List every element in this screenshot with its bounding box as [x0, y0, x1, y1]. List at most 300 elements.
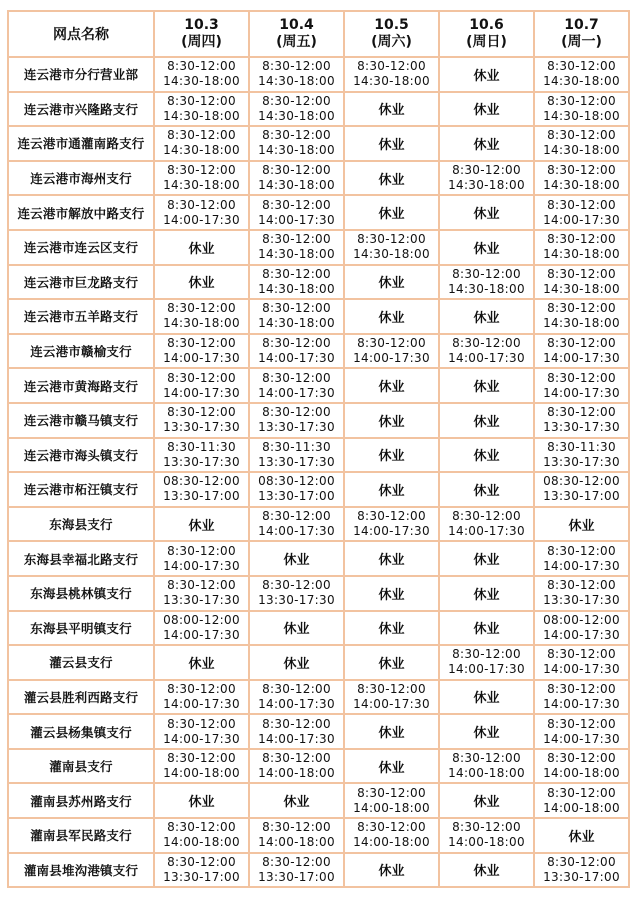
branch-name-cell: 连云港市分行营业部 — [8, 57, 154, 92]
hours-cell — [154, 334, 249, 369]
hours-cell — [534, 714, 629, 749]
closed-cell: 休业 — [534, 818, 629, 853]
afternoon-hours: 14:00-17:30 — [448, 524, 525, 539]
table-row — [8, 576, 629, 611]
afternoon-hours: 14:30-18:00 — [448, 178, 525, 193]
closed-cell: 休业 — [344, 576, 439, 611]
afternoon-hours: 14:30-18:00 — [258, 74, 335, 89]
header-weekday: (周六) — [371, 34, 412, 50]
branch-hours-table — [7, 10, 630, 888]
hours-cell — [249, 265, 344, 300]
hours-cell — [249, 714, 344, 749]
hours-cell — [344, 57, 439, 92]
morning-hours: 8:30-12:00 — [167, 301, 236, 316]
hours-cell — [154, 818, 249, 853]
branch-name-cell: 东海县桃林镇支行 — [8, 576, 154, 611]
branch-name-cell: 灌南县支行 — [8, 749, 154, 784]
afternoon-hours: 14:30-18:00 — [543, 281, 620, 296]
closed-cell: 休业 — [439, 680, 534, 715]
branch-name-cell: 连云港市五羊路支行 — [8, 299, 154, 334]
table-row — [8, 195, 629, 230]
closed-cell: 休业 — [439, 368, 534, 403]
closed-cell: 休业 — [344, 472, 439, 507]
header-weekday: (周日) — [466, 34, 507, 50]
morning-hours: 8:30-12:00 — [167, 543, 236, 558]
closed-cell: 休业 — [154, 645, 249, 680]
morning-hours: 8:30-11:30 — [547, 439, 616, 454]
afternoon-hours: 14:00-17:30 — [448, 662, 525, 677]
morning-hours: 8:30-12:00 — [262, 370, 331, 385]
closed-cell: 休业 — [439, 299, 534, 334]
header-weekday: (周一) — [561, 34, 602, 50]
afternoon-hours: 13:30-17:00 — [258, 869, 335, 884]
afternoon-hours: 14:30-18:00 — [258, 108, 335, 123]
afternoon-hours: 14:30-18:00 — [543, 178, 620, 193]
hours-cell — [439, 265, 534, 300]
closed-cell: 休业 — [344, 265, 439, 300]
hours-cell — [154, 57, 249, 92]
afternoon-hours: 13:30-17:30 — [258, 420, 335, 435]
afternoon-hours: 14:00-17:30 — [258, 385, 335, 400]
header-day — [344, 11, 439, 57]
afternoon-hours: 13:30-17:00 — [163, 489, 240, 504]
hours-cell — [249, 334, 344, 369]
hours-cell — [439, 334, 534, 369]
closed-cell: 休业 — [439, 714, 534, 749]
hours-cell — [249, 680, 344, 715]
hours-cell — [534, 299, 629, 334]
afternoon-hours: 14:00-17:30 — [258, 524, 335, 539]
morning-hours: 8:30-12:00 — [262, 681, 331, 696]
hours-cell — [534, 680, 629, 715]
hours-cell — [534, 645, 629, 680]
hours-cell — [249, 853, 344, 888]
morning-hours: 8:30-12:00 — [167, 370, 236, 385]
afternoon-hours: 14:00-18:00 — [353, 800, 430, 815]
morning-hours: 8:30-12:00 — [167, 854, 236, 869]
header-weekday: (周四) — [181, 34, 222, 50]
hours-cell — [154, 472, 249, 507]
closed-cell: 休业 — [154, 265, 249, 300]
morning-hours: 8:30-12:00 — [167, 681, 236, 696]
hours-cell — [249, 368, 344, 403]
table-row — [8, 783, 629, 818]
morning-hours: 8:30-12:00 — [167, 59, 236, 74]
hours-cell — [154, 576, 249, 611]
hours-cell — [249, 818, 344, 853]
morning-hours: 8:30-12:00 — [167, 163, 236, 178]
closed-cell: 休业 — [344, 126, 439, 161]
hours-cell — [534, 368, 629, 403]
morning-hours: 8:30-12:00 — [452, 163, 521, 178]
hours-cell — [344, 783, 439, 818]
hours-cell — [534, 541, 629, 576]
branch-name-cell: 连云港市通灌南路支行 — [8, 126, 154, 161]
afternoon-hours: 13:30-17:30 — [543, 593, 620, 608]
header-date: 10.4 — [279, 17, 314, 33]
closed-cell: 休业 — [439, 541, 534, 576]
hours-cell — [249, 749, 344, 784]
table-row — [8, 92, 629, 127]
morning-hours: 8:30-12:00 — [357, 336, 426, 351]
hours-cell — [534, 230, 629, 265]
afternoon-hours: 14:30-18:00 — [543, 316, 620, 331]
hours-cell — [249, 576, 344, 611]
morning-hours: 8:30-12:00 — [262, 232, 331, 247]
hours-cell — [249, 403, 344, 438]
afternoon-hours: 13:30-17:30 — [163, 593, 240, 608]
hours-cell — [154, 749, 249, 784]
branch-name-cell: 连云港市黄海路支行 — [8, 368, 154, 403]
afternoon-hours: 13:30-17:30 — [543, 454, 620, 469]
morning-hours: 8:30-12:00 — [262, 716, 331, 731]
morning-hours: 8:30-12:00 — [167, 405, 236, 420]
hours-cell — [249, 230, 344, 265]
branch-name-cell: 连云港市海州支行 — [8, 161, 154, 196]
table-row — [8, 645, 629, 680]
branch-name-cell: 东海县平明镇支行 — [8, 611, 154, 646]
afternoon-hours: 14:30-18:00 — [543, 247, 620, 262]
branch-name-cell: 灌云县支行 — [8, 645, 154, 680]
morning-hours: 8:30-12:00 — [262, 301, 331, 316]
afternoon-hours: 14:00-17:30 — [543, 627, 620, 642]
hours-cell — [534, 126, 629, 161]
hours-cell — [154, 611, 249, 646]
hours-cell — [249, 438, 344, 473]
afternoon-hours: 13:30-17:30 — [543, 420, 620, 435]
header-date: 10.3 — [184, 17, 219, 33]
closed-cell: 休业 — [439, 853, 534, 888]
morning-hours: 08:00-12:00 — [163, 612, 240, 627]
morning-hours: 8:30-12:00 — [357, 232, 426, 247]
hours-cell — [154, 714, 249, 749]
table-row — [8, 161, 629, 196]
morning-hours: 08:30-12:00 — [163, 474, 240, 489]
morning-hours: 08:30-12:00 — [543, 474, 620, 489]
closed-cell: 休业 — [249, 645, 344, 680]
hours-cell — [154, 368, 249, 403]
afternoon-hours: 14:00-17:30 — [543, 385, 620, 400]
afternoon-hours: 14:00-18:00 — [543, 800, 620, 815]
morning-hours: 8:30-12:00 — [452, 647, 521, 662]
hours-cell — [344, 680, 439, 715]
morning-hours: 8:30-11:30 — [262, 439, 331, 454]
hours-cell — [344, 334, 439, 369]
hours-cell — [534, 334, 629, 369]
afternoon-hours: 14:00-17:30 — [163, 212, 240, 227]
branch-name-cell: 东海县幸福北路支行 — [8, 541, 154, 576]
morning-hours: 8:30-12:00 — [167, 751, 236, 766]
hours-cell — [534, 92, 629, 127]
afternoon-hours: 14:30-18:00 — [163, 316, 240, 331]
afternoon-hours: 14:30-18:00 — [258, 247, 335, 262]
hours-cell — [534, 749, 629, 784]
afternoon-hours: 14:00-17:30 — [163, 696, 240, 711]
table-row — [8, 368, 629, 403]
table-row — [8, 334, 629, 369]
hours-cell — [249, 161, 344, 196]
afternoon-hours: 14:00-18:00 — [543, 766, 620, 781]
hours-cell — [439, 645, 534, 680]
afternoon-hours: 14:00-18:00 — [448, 835, 525, 850]
afternoon-hours: 14:00-17:30 — [543, 731, 620, 746]
table-row — [8, 230, 629, 265]
morning-hours: 8:30-12:00 — [547, 370, 616, 385]
afternoon-hours: 14:30-18:00 — [258, 143, 335, 158]
closed-cell: 休业 — [344, 92, 439, 127]
hours-cell — [534, 265, 629, 300]
morning-hours: 8:30-12:00 — [547, 716, 616, 731]
closed-cell: 休业 — [439, 438, 534, 473]
afternoon-hours: 13:30-17:30 — [163, 454, 240, 469]
branch-name-cell: 连云港市解放中路支行 — [8, 195, 154, 230]
afternoon-hours: 14:00-17:30 — [163, 731, 240, 746]
afternoon-hours: 14:00-17:30 — [543, 696, 620, 711]
closed-cell: 休业 — [344, 438, 439, 473]
table-row — [8, 126, 629, 161]
hours-cell — [154, 299, 249, 334]
hours-cell — [534, 611, 629, 646]
morning-hours: 8:30-12:00 — [547, 751, 616, 766]
closed-cell: 休业 — [439, 126, 534, 161]
hours-cell — [154, 541, 249, 576]
afternoon-hours: 14:00-17:30 — [353, 696, 430, 711]
morning-hours: 8:30-12:00 — [547, 197, 616, 212]
afternoon-hours: 13:30-17:30 — [163, 420, 240, 435]
branch-name-cell: 灌南县堆沟港镇支行 — [8, 853, 154, 888]
table-row — [8, 714, 629, 749]
afternoon-hours: 14:00-17:30 — [258, 212, 335, 227]
closed-cell: 休业 — [344, 714, 439, 749]
morning-hours: 8:30-12:00 — [452, 751, 521, 766]
afternoon-hours: 14:00-17:30 — [448, 351, 525, 366]
afternoon-hours: 14:00-17:30 — [258, 731, 335, 746]
table-row — [8, 749, 629, 784]
closed-cell: 休业 — [439, 230, 534, 265]
branch-name-cell: 灌云县胜利西路支行 — [8, 680, 154, 715]
morning-hours: 8:30-12:00 — [547, 163, 616, 178]
morning-hours: 8:30-12:00 — [357, 820, 426, 835]
branch-name-cell: 连云港市赣马镇支行 — [8, 403, 154, 438]
afternoon-hours: 14:00-17:30 — [258, 696, 335, 711]
morning-hours: 8:30-12:00 — [262, 163, 331, 178]
hours-cell — [154, 680, 249, 715]
afternoon-hours: 14:30-18:00 — [543, 143, 620, 158]
table-row — [8, 472, 629, 507]
closed-cell: 休业 — [344, 299, 439, 334]
table-body — [8, 57, 629, 887]
morning-hours: 8:30-12:00 — [547, 232, 616, 247]
hours-cell — [249, 507, 344, 542]
morning-hours: 8:30-12:00 — [547, 266, 616, 281]
hours-cell — [249, 472, 344, 507]
branch-name-cell: 连云港市连云区支行 — [8, 230, 154, 265]
closed-cell: 休业 — [439, 576, 534, 611]
closed-cell: 休业 — [344, 853, 439, 888]
header-weekday: (周五) — [276, 34, 317, 50]
morning-hours: 8:30-12:00 — [547, 543, 616, 558]
morning-hours: 8:30-12:00 — [167, 820, 236, 835]
closed-cell: 休业 — [534, 507, 629, 542]
afternoon-hours: 14:30-18:00 — [258, 316, 335, 331]
closed-cell: 休业 — [249, 611, 344, 646]
closed-cell: 休业 — [439, 611, 534, 646]
morning-hours: 8:30-12:00 — [452, 336, 521, 351]
morning-hours: 8:30-12:00 — [262, 59, 331, 74]
morning-hours: 8:30-12:00 — [547, 854, 616, 869]
morning-hours: 8:30-12:00 — [262, 751, 331, 766]
afternoon-hours: 14:30-18:00 — [258, 281, 335, 296]
morning-hours: 8:30-12:00 — [547, 301, 616, 316]
morning-hours: 8:30-12:00 — [167, 128, 236, 143]
afternoon-hours: 14:30-18:00 — [353, 247, 430, 262]
afternoon-hours: 14:30-18:00 — [448, 281, 525, 296]
table-row — [8, 818, 629, 853]
morning-hours: 8:30-12:00 — [262, 197, 331, 212]
afternoon-hours: 14:30-18:00 — [258, 178, 335, 193]
afternoon-hours: 14:00-18:00 — [163, 835, 240, 850]
header-day — [249, 11, 344, 57]
table-row — [8, 507, 629, 542]
hours-cell — [154, 403, 249, 438]
hours-cell — [249, 92, 344, 127]
hours-cell — [534, 161, 629, 196]
afternoon-hours: 14:00-18:00 — [448, 766, 525, 781]
hours-cell — [154, 195, 249, 230]
closed-cell: 休业 — [344, 611, 439, 646]
closed-cell: 休业 — [344, 368, 439, 403]
closed-cell: 休业 — [439, 472, 534, 507]
afternoon-hours: 14:00-17:30 — [163, 351, 240, 366]
afternoon-hours: 14:00-17:30 — [353, 524, 430, 539]
hours-cell — [154, 853, 249, 888]
closed-cell: 休业 — [344, 161, 439, 196]
afternoon-hours: 13:30-17:00 — [543, 869, 620, 884]
closed-cell: 休业 — [439, 195, 534, 230]
branch-name-cell: 灌南县苏州路支行 — [8, 783, 154, 818]
closed-cell: 休业 — [439, 92, 534, 127]
afternoon-hours: 13:30-17:00 — [258, 489, 335, 504]
table-row — [8, 438, 629, 473]
hours-cell — [249, 57, 344, 92]
morning-hours: 8:30-12:00 — [357, 59, 426, 74]
afternoon-hours: 14:00-17:30 — [258, 351, 335, 366]
hours-cell — [534, 57, 629, 92]
afternoon-hours: 14:00-18:00 — [258, 766, 335, 781]
branch-name-cell: 连云港市赣榆支行 — [8, 334, 154, 369]
afternoon-hours: 14:00-18:00 — [163, 766, 240, 781]
morning-hours: 8:30-12:00 — [547, 681, 616, 696]
hours-cell — [439, 818, 534, 853]
closed-cell: 休业 — [344, 403, 439, 438]
branch-name-cell: 连云港市柘汪镇支行 — [8, 472, 154, 507]
afternoon-hours: 13:30-17:30 — [258, 454, 335, 469]
afternoon-hours: 14:00-17:30 — [353, 351, 430, 366]
header-day — [534, 11, 629, 57]
table-row — [8, 541, 629, 576]
header-day — [439, 11, 534, 57]
afternoon-hours: 14:30-18:00 — [543, 108, 620, 123]
header-branch-name: 网点名称 — [8, 11, 154, 57]
morning-hours: 8:30-12:00 — [167, 716, 236, 731]
morning-hours: 8:30-12:00 — [452, 820, 521, 835]
header-date: 10.5 — [374, 17, 409, 33]
morning-hours: 8:30-12:00 — [262, 93, 331, 108]
header-day — [154, 11, 249, 57]
morning-hours: 8:30-12:00 — [547, 578, 616, 593]
branch-name-cell: 灌云县杨集镇支行 — [8, 714, 154, 749]
morning-hours: 8:30-12:00 — [262, 578, 331, 593]
branch-name-cell: 连云港市巨龙路支行 — [8, 265, 154, 300]
hours-cell — [534, 783, 629, 818]
hours-cell — [534, 438, 629, 473]
morning-hours: 08:00-12:00 — [543, 612, 620, 627]
afternoon-hours: 14:00-17:30 — [163, 627, 240, 642]
afternoon-hours: 14:30-18:00 — [163, 108, 240, 123]
table-row — [8, 299, 629, 334]
closed-cell: 休业 — [249, 783, 344, 818]
branch-name-cell: 连云港市兴隆路支行 — [8, 92, 154, 127]
hours-cell — [249, 299, 344, 334]
hours-cell — [154, 438, 249, 473]
morning-hours: 8:30-12:00 — [547, 128, 616, 143]
afternoon-hours: 14:00-18:00 — [353, 835, 430, 850]
closed-cell: 休业 — [154, 783, 249, 818]
morning-hours: 8:30-12:00 — [262, 509, 331, 524]
morning-hours: 8:30-12:00 — [167, 578, 236, 593]
morning-hours: 8:30-12:00 — [357, 681, 426, 696]
afternoon-hours: 14:30-18:00 — [163, 143, 240, 158]
closed-cell: 休业 — [154, 507, 249, 542]
closed-cell: 休业 — [249, 541, 344, 576]
morning-hours: 8:30-12:00 — [357, 509, 426, 524]
afternoon-hours: 14:00-17:30 — [543, 558, 620, 573]
header-date: 10.6 — [469, 17, 504, 33]
hours-cell — [344, 507, 439, 542]
hours-cell — [439, 749, 534, 784]
closed-cell: 休业 — [154, 230, 249, 265]
morning-hours: 8:30-12:00 — [262, 820, 331, 835]
morning-hours: 8:30-12:00 — [452, 266, 521, 281]
hours-cell — [534, 403, 629, 438]
hours-cell — [439, 507, 534, 542]
closed-cell: 休业 — [344, 195, 439, 230]
morning-hours: 8:30-12:00 — [547, 59, 616, 74]
morning-hours: 8:30-12:00 — [262, 336, 331, 351]
morning-hours: 8:30-12:00 — [167, 93, 236, 108]
afternoon-hours: 14:00-18:00 — [258, 835, 335, 850]
table-header-row — [8, 11, 629, 57]
closed-cell: 休业 — [344, 749, 439, 784]
hours-cell — [534, 576, 629, 611]
hours-cell — [344, 230, 439, 265]
afternoon-hours: 14:00-17:30 — [543, 351, 620, 366]
afternoon-hours: 14:00-17:30 — [543, 662, 620, 677]
closed-cell: 休业 — [439, 783, 534, 818]
hours-cell — [249, 195, 344, 230]
afternoon-hours: 14:00-17:30 — [163, 558, 240, 573]
morning-hours: 8:30-12:00 — [357, 785, 426, 800]
closed-cell: 休业 — [439, 57, 534, 92]
morning-hours: 8:30-12:00 — [452, 509, 521, 524]
closed-cell: 休业 — [344, 541, 439, 576]
table-row — [8, 57, 629, 92]
branch-name-cell: 连云港市海头镇支行 — [8, 438, 154, 473]
hours-cell — [154, 161, 249, 196]
afternoon-hours: 14:30-18:00 — [163, 74, 240, 89]
afternoon-hours: 14:30-18:00 — [543, 74, 620, 89]
morning-hours: 8:30-12:00 — [547, 785, 616, 800]
